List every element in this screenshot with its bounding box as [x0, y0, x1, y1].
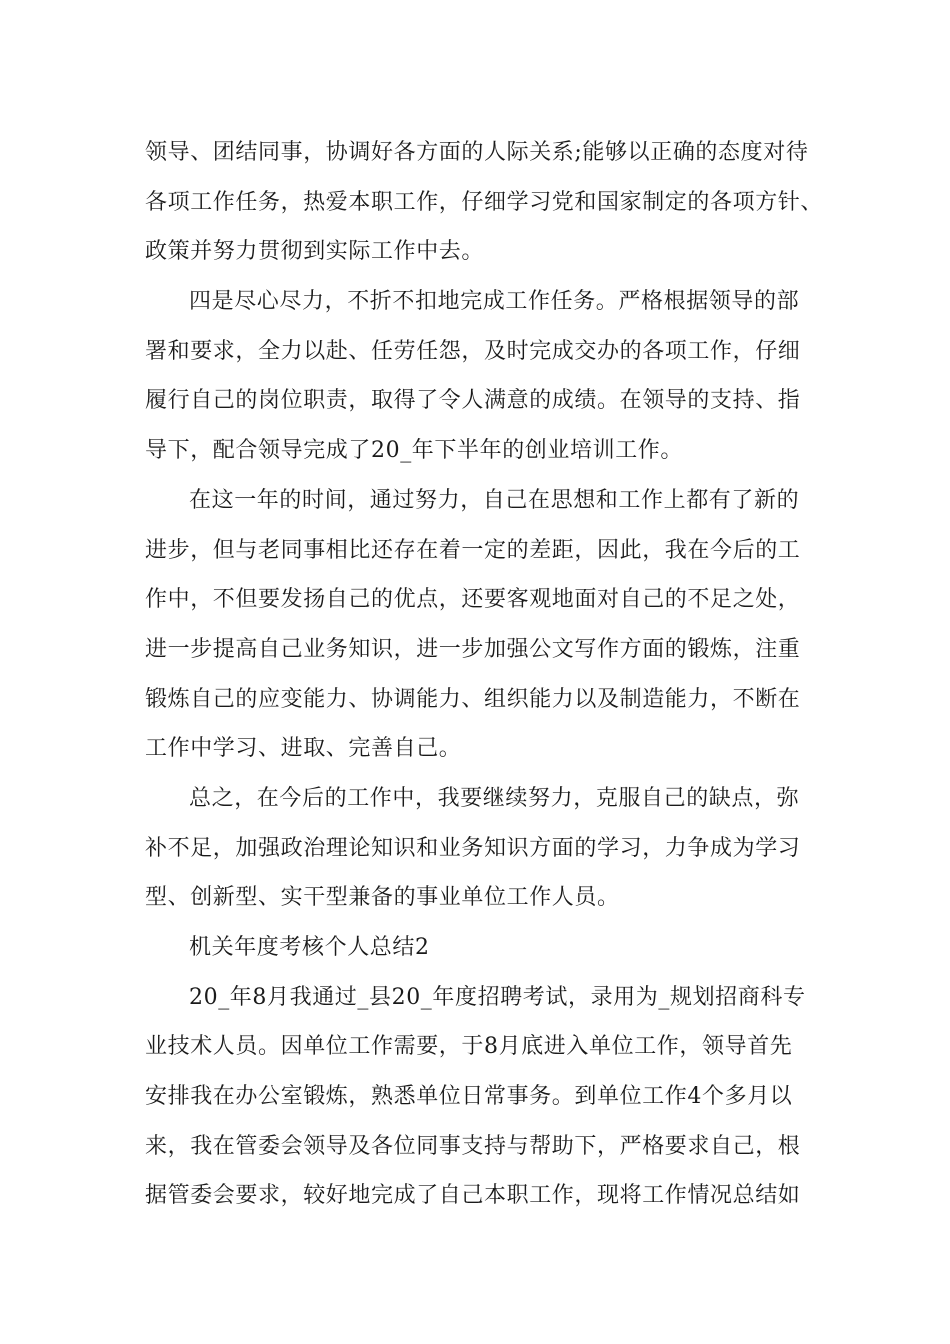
paragraph [145, 476, 810, 774]
text-line: 来，我在管委会领导及各位同事支持与帮助下，严格要求自己，根 [145, 1133, 801, 1159]
text-line: 型、创新型、实干型兼备的事业单位工作人员。 [145, 885, 620, 911]
text-line: 进一步提高自己业务知识，进一步加强公文写作方面的锻炼，注重 [145, 636, 801, 662]
paragraph [145, 774, 810, 923]
text-line: 四是尽心尽力，不折不扣地完成工作任务。严格根据领导的部 [189, 289, 800, 315]
text-line: 署和要求，全力以赴、任劳任怨，及时完成交办的各项工作，仔细 [145, 338, 801, 364]
text-line: 领导、团结同事，协调好各方面的人际关系;能够以正确的态度对待 [145, 140, 809, 165]
text-line: 机关年度考核个人总结2 [189, 935, 430, 960]
text-line: 锻炼自己的应变能力、协调能力、组织能力以及制造能力，不断在 [145, 686, 801, 712]
text-line: 总之，在今后的工作中，我要继续努力，克服自己的缺点，弥 [189, 785, 800, 811]
text-line: 补不足，加强政治理论知识和业务知识方面的学习，力争成为学习 [145, 835, 801, 861]
paragraph [145, 973, 810, 1221]
text-line: 作中，不但要发扬自己的优点，还要客观地面对自己的不足之处， [145, 587, 801, 613]
text-line: 20_年8月我通过_县20_年度招聘考试，录用为_规划招商科专 [189, 984, 806, 1010]
text-line: 导下，配合领导完成了20_年下半年的创业培训工作。 [145, 438, 683, 464]
text-line: 在这一年的时间，通过努力，自己在思想和工作上都有了新的 [189, 487, 800, 513]
text-line: 业技术人员。因单位工作需要，于8月底进入单位工作，领导首先 [145, 1034, 793, 1060]
paragraph [145, 128, 824, 277]
document-body [145, 128, 824, 1221]
paragraph [145, 923, 810, 973]
text-line: 进步，但与老同事相比还存在着一定的差距，因此，我在今后的工 [145, 537, 801, 563]
text-line: 工作中学习、进取、完善自己。 [145, 736, 462, 762]
text-line: 各项工作任务，热爱本职工作，仔细学习党和国家制定的各项方针、 [145, 189, 824, 215]
text-line: 履行自己的岗位职责，取得了令人满意的成绩。在领导的支持、指 [145, 388, 801, 414]
text-line: 政策并努力贯彻到实际工作中去。 [145, 239, 485, 265]
text-line: 安排我在办公室锻炼，熟悉单位日常事务。到单位工作4个多月以 [145, 1084, 793, 1110]
text-line: 据管委会要求，较好地完成了自己本职工作，现将工作情况总结如 [145, 1183, 801, 1209]
paragraph [145, 277, 810, 476]
